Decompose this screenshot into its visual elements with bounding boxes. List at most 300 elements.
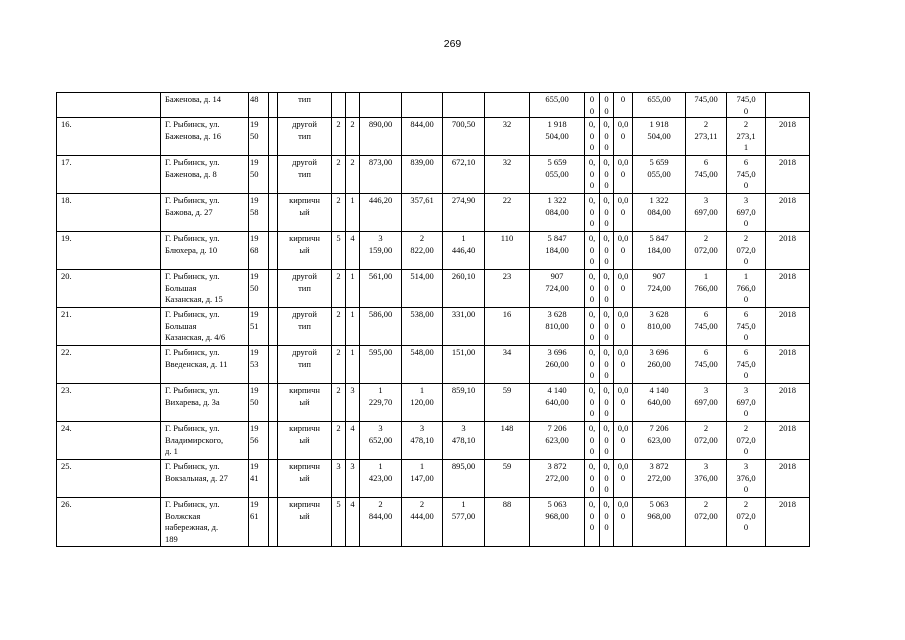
cell-text: 084,00 (545, 206, 569, 217)
cell-text: 0 (589, 105, 595, 116)
cell-text: 2 (419, 499, 425, 509)
cell-text: 3 696 (547, 347, 567, 357)
cell-text: 0, (603, 461, 610, 471)
cell-text: 745,00 (694, 94, 718, 104)
cell-floors (332, 93, 346, 118)
cell-cost2 (633, 498, 686, 547)
cell-text: 2 (336, 119, 341, 129)
cell-text: 184,00 (545, 244, 569, 255)
cell-text: 0 (604, 358, 609, 369)
cell-text: 0 (620, 282, 626, 293)
cell-text: 3 872 (547, 461, 567, 471)
cell-text: 0 (604, 446, 609, 456)
cell-area_total (360, 498, 402, 547)
cell-spec1 (686, 346, 727, 384)
cell-cost2 (633, 346, 686, 384)
cell-text: 22 (502, 195, 512, 205)
cell-c3 (614, 156, 633, 194)
cell-text: 0,0 (617, 157, 629, 167)
cell-text: 0, (588, 309, 596, 319)
cell-text: 0 (743, 180, 749, 190)
cell-text: ый (299, 396, 310, 407)
cell-text: 24. (61, 423, 72, 433)
cell-text: Блюхера, д. 10 (165, 244, 218, 255)
cell-address (161, 270, 249, 308)
cell-text: другой (292, 347, 317, 357)
cell-blank1 (269, 118, 278, 156)
cell-text: 0 (604, 142, 609, 152)
cell-wall (278, 498, 332, 547)
cell-text: 072,00 (694, 510, 718, 521)
cell-text: 072,00 (694, 434, 718, 445)
cell-text: 0 (589, 256, 595, 266)
cell-text: 1 (743, 142, 749, 152)
cell-num (57, 156, 161, 194)
cell-c3 (614, 270, 633, 308)
cell-wall (278, 270, 332, 308)
cell-cost (530, 194, 585, 232)
cell-text: 2018 (779, 233, 796, 243)
cell-text: Г. Рыбинск, ул. (165, 423, 220, 433)
cell-floors (332, 498, 346, 547)
cell-spec2 (727, 498, 766, 547)
cell-text: тип (298, 94, 311, 104)
cell-address (161, 346, 249, 384)
cell-text: Вокзальная, д. 27 (165, 472, 228, 483)
cell-text: 56 (250, 434, 259, 445)
cell-text: 844,00 (410, 119, 434, 129)
cell-spec2 (727, 232, 766, 270)
cell-text: 3 696 (649, 347, 669, 357)
cell-text: 120,00 (410, 396, 434, 407)
cell-text: 0 (620, 434, 626, 445)
cell-text: 1 (419, 461, 425, 471)
cell-year (249, 156, 269, 194)
cell-text: 655,00 (647, 94, 671, 104)
cell-area_pr (443, 422, 485, 460)
cell-text: 577,00 (451, 510, 476, 521)
cell-text: 3 628 (649, 309, 669, 319)
cell-text: 5 063 (649, 499, 669, 509)
cell-text: 2 (336, 271, 341, 281)
cell-text: 3 (703, 195, 709, 205)
cell-blank1 (269, 308, 278, 346)
cell-text: 810,00 (545, 320, 569, 331)
cell-cost (530, 422, 585, 460)
cell-num (57, 270, 161, 308)
cell-text: 0,0 (617, 195, 629, 205)
cell-num (57, 118, 161, 156)
cell-text: Вихарева, д. 3а (165, 396, 220, 407)
cell-text: 2018 (779, 157, 796, 167)
cell-entrances (346, 93, 360, 118)
cell-spec1 (686, 422, 727, 460)
cell-blank1 (269, 498, 278, 547)
cell-text: 59 (502, 385, 512, 395)
cell-text: 2018 (779, 499, 796, 509)
cell-text: 0,0 (617, 309, 629, 319)
cell-text: 376,00 (694, 472, 718, 483)
cell-area_total (360, 346, 402, 384)
cell-text: 0 (589, 130, 595, 141)
cell-text: 88 (502, 499, 512, 509)
cell-text: ый (299, 244, 310, 255)
cell-plan_year (766, 498, 810, 547)
cell-text: 2018 (779, 347, 796, 357)
cell-residents (485, 118, 530, 156)
cell-text: 0,0 (617, 385, 629, 395)
cell-text: 2 (743, 119, 749, 129)
cell-plan_year (766, 384, 810, 422)
cell-text: 0, (603, 233, 610, 243)
cell-plan_year (766, 460, 810, 498)
cell-c3 (614, 346, 633, 384)
cell-text: 907 (652, 271, 666, 281)
cell-text: 895,00 (451, 461, 476, 471)
cell-text: 0, (603, 119, 610, 129)
cell-c1 (585, 93, 600, 118)
cell-text: 19 (250, 499, 259, 509)
table-row (57, 346, 810, 384)
cell-c2 (600, 93, 614, 118)
cell-text: 2 (419, 233, 425, 243)
cell-text: 2 (703, 499, 709, 509)
cell-text: 3 (461, 423, 466, 433)
cell-text: 0 (604, 408, 609, 418)
cell-text: 697,00 (694, 396, 718, 407)
cell-text: кирпичн (289, 499, 320, 509)
cell-blank1 (269, 194, 278, 232)
cell-text: другой (292, 309, 317, 319)
cell-text: 3 628 (547, 309, 567, 319)
cell-text: Г. Рыбинск, ул. (165, 157, 220, 167)
cell-text: 1 (350, 271, 355, 281)
cell-text: 1 (350, 347, 355, 357)
cell-c2 (600, 346, 614, 384)
cell-text: 072,0 (736, 434, 756, 445)
cell-plan_year (766, 346, 810, 384)
cell-text: 51 (250, 320, 259, 331)
cell-wall (278, 422, 332, 460)
cell-area_total (360, 270, 402, 308)
table-row (57, 93, 810, 118)
cell-floors (332, 308, 346, 346)
cell-text: ый (299, 434, 310, 445)
cell-c1 (585, 118, 600, 156)
cell-text: 2018 (779, 461, 796, 471)
cell-area_pr (443, 93, 485, 118)
cell-text: 2018 (779, 309, 796, 319)
cell-text: 32 (502, 157, 512, 167)
cell-text: 0 (620, 130, 626, 141)
cell-entrances (346, 156, 360, 194)
cell-text: 0 (743, 332, 749, 342)
cell-text: 260,00 (647, 358, 671, 369)
cell-text: кирпичн (289, 233, 320, 243)
cell-text: 0 (620, 510, 626, 521)
cell-num (57, 194, 161, 232)
cell-text: 0 (620, 206, 626, 217)
cell-text: кирпичн (289, 195, 320, 205)
cell-text: 5 847 (547, 233, 567, 243)
cell-text: 2018 (779, 119, 796, 129)
cell-plan_year (766, 422, 810, 460)
cell-area_pr (443, 118, 485, 156)
cell-text: 0 (604, 332, 609, 342)
cell-text: 504,00 (545, 130, 569, 141)
cell-residents (485, 93, 530, 118)
cell-area_pr (443, 460, 485, 498)
cell-floors (332, 346, 346, 384)
cell-text: 19 (250, 423, 259, 433)
cell-text: 446,20 (368, 195, 393, 205)
cell-text: 41 (250, 472, 259, 483)
cell-text: 0 (604, 484, 609, 494)
cell-plan_year (766, 232, 810, 270)
cell-spec1 (686, 498, 727, 547)
cell-spec2 (727, 270, 766, 308)
cell-text: Владимирского, (165, 434, 224, 445)
cell-num (57, 308, 161, 346)
cell-plan_year (766, 118, 810, 156)
cell-text: 0,0 (617, 119, 629, 129)
cell-area_living (402, 93, 443, 118)
cell-area_total (360, 422, 402, 460)
cell-floors (332, 460, 346, 498)
cell-text: 331,00 (451, 309, 476, 319)
cell-num (57, 498, 161, 547)
cell-text: 1 322 (649, 195, 669, 205)
table-row (57, 422, 810, 460)
cell-plan_year (766, 308, 810, 346)
cell-text: 16. (61, 119, 72, 129)
cell-text: 0 (620, 168, 626, 179)
cell-area_living (402, 270, 443, 308)
cell-text: 0,0 (617, 271, 629, 281)
cell-year (249, 422, 269, 460)
table-row (57, 270, 810, 308)
cell-text: 1 (461, 233, 466, 243)
cell-cost (530, 93, 585, 118)
cell-c2 (600, 308, 614, 346)
cell-blank1 (269, 156, 278, 194)
cell-text: 3 (378, 423, 383, 433)
cell-cost (530, 384, 585, 422)
cell-num (57, 422, 161, 460)
cell-text: 260,00 (545, 358, 569, 369)
cell-text: Волжская (165, 510, 201, 521)
cell-text: 0 (604, 320, 609, 331)
cell-text: 822,00 (410, 244, 434, 255)
cell-text: 19. (61, 233, 72, 243)
cell-text: 548,00 (410, 347, 434, 357)
cell-text: 672,10 (451, 157, 476, 167)
cell-text: 2 (350, 157, 355, 167)
cell-year (249, 118, 269, 156)
cell-text: Большая (165, 320, 197, 331)
cell-spec1 (686, 194, 727, 232)
cell-c1 (585, 460, 600, 498)
cell-residents (485, 270, 530, 308)
cell-text: 50 (250, 130, 259, 141)
cell-text: 159,00 (368, 244, 393, 255)
cell-area_pr (443, 346, 485, 384)
table-row (57, 194, 810, 232)
cell-text: 50 (250, 168, 259, 179)
cell-text: 0 (743, 105, 749, 116)
cell-year (249, 93, 269, 118)
cell-text: 0, (603, 385, 610, 395)
cell-text: 0, (588, 233, 596, 243)
cell-area_pr (443, 498, 485, 547)
cell-floors (332, 118, 346, 156)
cell-text: Г. Рыбинск, ул. (165, 499, 220, 509)
cell-text: 2 (336, 195, 341, 205)
cell-text: 0 (743, 408, 749, 418)
cell-text: 890,00 (368, 119, 393, 129)
cell-residents (485, 460, 530, 498)
cell-year (249, 460, 269, 498)
cell-text: 6 (703, 309, 709, 319)
cell-cost (530, 118, 585, 156)
cell-text: 59 (502, 461, 512, 471)
cell-spec2 (727, 346, 766, 384)
cell-cost (530, 346, 585, 384)
cell-text: 19 (250, 271, 259, 281)
cell-text: Бажова, д. 27 (165, 206, 213, 217)
cell-text: 0 (589, 332, 595, 342)
cell-text: 1 (350, 195, 355, 205)
cell-text: 697,0 (736, 396, 756, 407)
cell-text: 273,1 (736, 130, 756, 141)
cell-text: тип (298, 320, 311, 331)
cell-blank1 (269, 346, 278, 384)
cell-text: 0 (589, 94, 595, 104)
cell-cost2 (633, 422, 686, 460)
cell-text: 2 (336, 347, 341, 357)
cell-entrances (346, 460, 360, 498)
cell-text: ый (299, 472, 310, 483)
cell-area_pr (443, 194, 485, 232)
cell-num (57, 346, 161, 384)
cell-area_living (402, 498, 443, 547)
cell-address (161, 384, 249, 422)
cell-text: 1 (378, 385, 383, 395)
cell-text: 745,0 (736, 358, 756, 369)
cell-cost2 (633, 308, 686, 346)
cell-c3 (614, 422, 633, 460)
cell-text: 873,00 (368, 157, 393, 167)
cell-text: Баженова, д. 14 (165, 94, 221, 104)
cell-text: 0 (620, 396, 626, 407)
cell-text: 1 918 (649, 119, 669, 129)
cell-text: 446,40 (451, 244, 476, 255)
cell-text: 50 (250, 396, 259, 407)
cell-text: 26. (61, 499, 72, 509)
cell-text: 0 (589, 446, 595, 456)
cell-text: 0 (620, 320, 626, 331)
cell-text: 0, (603, 157, 610, 167)
cell-text: 968,00 (545, 510, 569, 521)
cell-c1 (585, 194, 600, 232)
cell-text: 640,00 (545, 396, 569, 407)
cell-address (161, 498, 249, 547)
cell-text: 2 (743, 499, 749, 509)
cell-text: 189 (165, 533, 178, 544)
cell-text: 3 (350, 461, 355, 471)
cell-num (57, 384, 161, 422)
cell-year (249, 270, 269, 308)
cell-text: 0 (620, 472, 626, 483)
cell-text: 423,00 (368, 472, 393, 483)
cell-text: 1 (419, 385, 425, 395)
cell-text: 19 (250, 461, 259, 471)
cell-wall (278, 93, 332, 118)
cell-text: 23 (502, 271, 512, 281)
cell-text: 4 (350, 233, 355, 243)
cell-text: 2018 (779, 385, 796, 395)
cell-text: 7 206 (547, 423, 567, 433)
cell-text: 0, (588, 385, 596, 395)
cell-residents (485, 384, 530, 422)
cell-text: 19 (250, 385, 259, 395)
cell-c3 (614, 460, 633, 498)
cell-num (57, 232, 161, 270)
cell-text: 5 (336, 233, 341, 243)
cell-text: 0 (743, 522, 749, 532)
cell-text: Большая (165, 282, 197, 293)
cell-text: 19 (250, 119, 259, 129)
cell-text: 3 (350, 385, 355, 395)
cell-text: 272,00 (545, 472, 569, 483)
cell-area_pr (443, 384, 485, 422)
cell-area_total (360, 194, 402, 232)
cell-text: 0, (588, 271, 596, 281)
cell-text: Баженова, д. 16 (165, 130, 221, 141)
cell-address (161, 460, 249, 498)
cell-text: 2018 (779, 423, 796, 433)
cell-text: 3 872 (649, 461, 669, 471)
cell-text: 0 (589, 408, 595, 418)
cell-cost2 (633, 156, 686, 194)
cell-area_total (360, 384, 402, 422)
cell-area_total (360, 118, 402, 156)
cell-area_pr (443, 156, 485, 194)
cell-text: 3 (378, 233, 383, 243)
cell-text: 478,10 (451, 434, 476, 445)
cell-text: 0, (603, 271, 610, 281)
cell-text: 184,00 (647, 244, 671, 255)
cell-wall (278, 156, 332, 194)
cell-text: 745,00 (694, 358, 718, 369)
cell-text: 745,00 (694, 168, 718, 179)
cell-spec2 (727, 384, 766, 422)
cell-text: 444,00 (410, 510, 434, 521)
cell-c3 (614, 308, 633, 346)
cell-text: 0 (604, 472, 609, 483)
cell-text: 2 (378, 499, 383, 509)
cell-text: 623,00 (545, 434, 569, 445)
cell-text: 700,50 (451, 119, 476, 129)
cell-text: 0 (604, 244, 609, 255)
cell-text: кирпичн (289, 423, 320, 433)
cell-text: Г. Рыбинск, ул. (165, 233, 220, 243)
cell-text: 072,0 (736, 244, 756, 255)
cell-text: 0, (588, 499, 596, 509)
cell-text: 19 (250, 157, 259, 167)
cell-text: 0 (589, 244, 595, 255)
cell-floors (332, 270, 346, 308)
